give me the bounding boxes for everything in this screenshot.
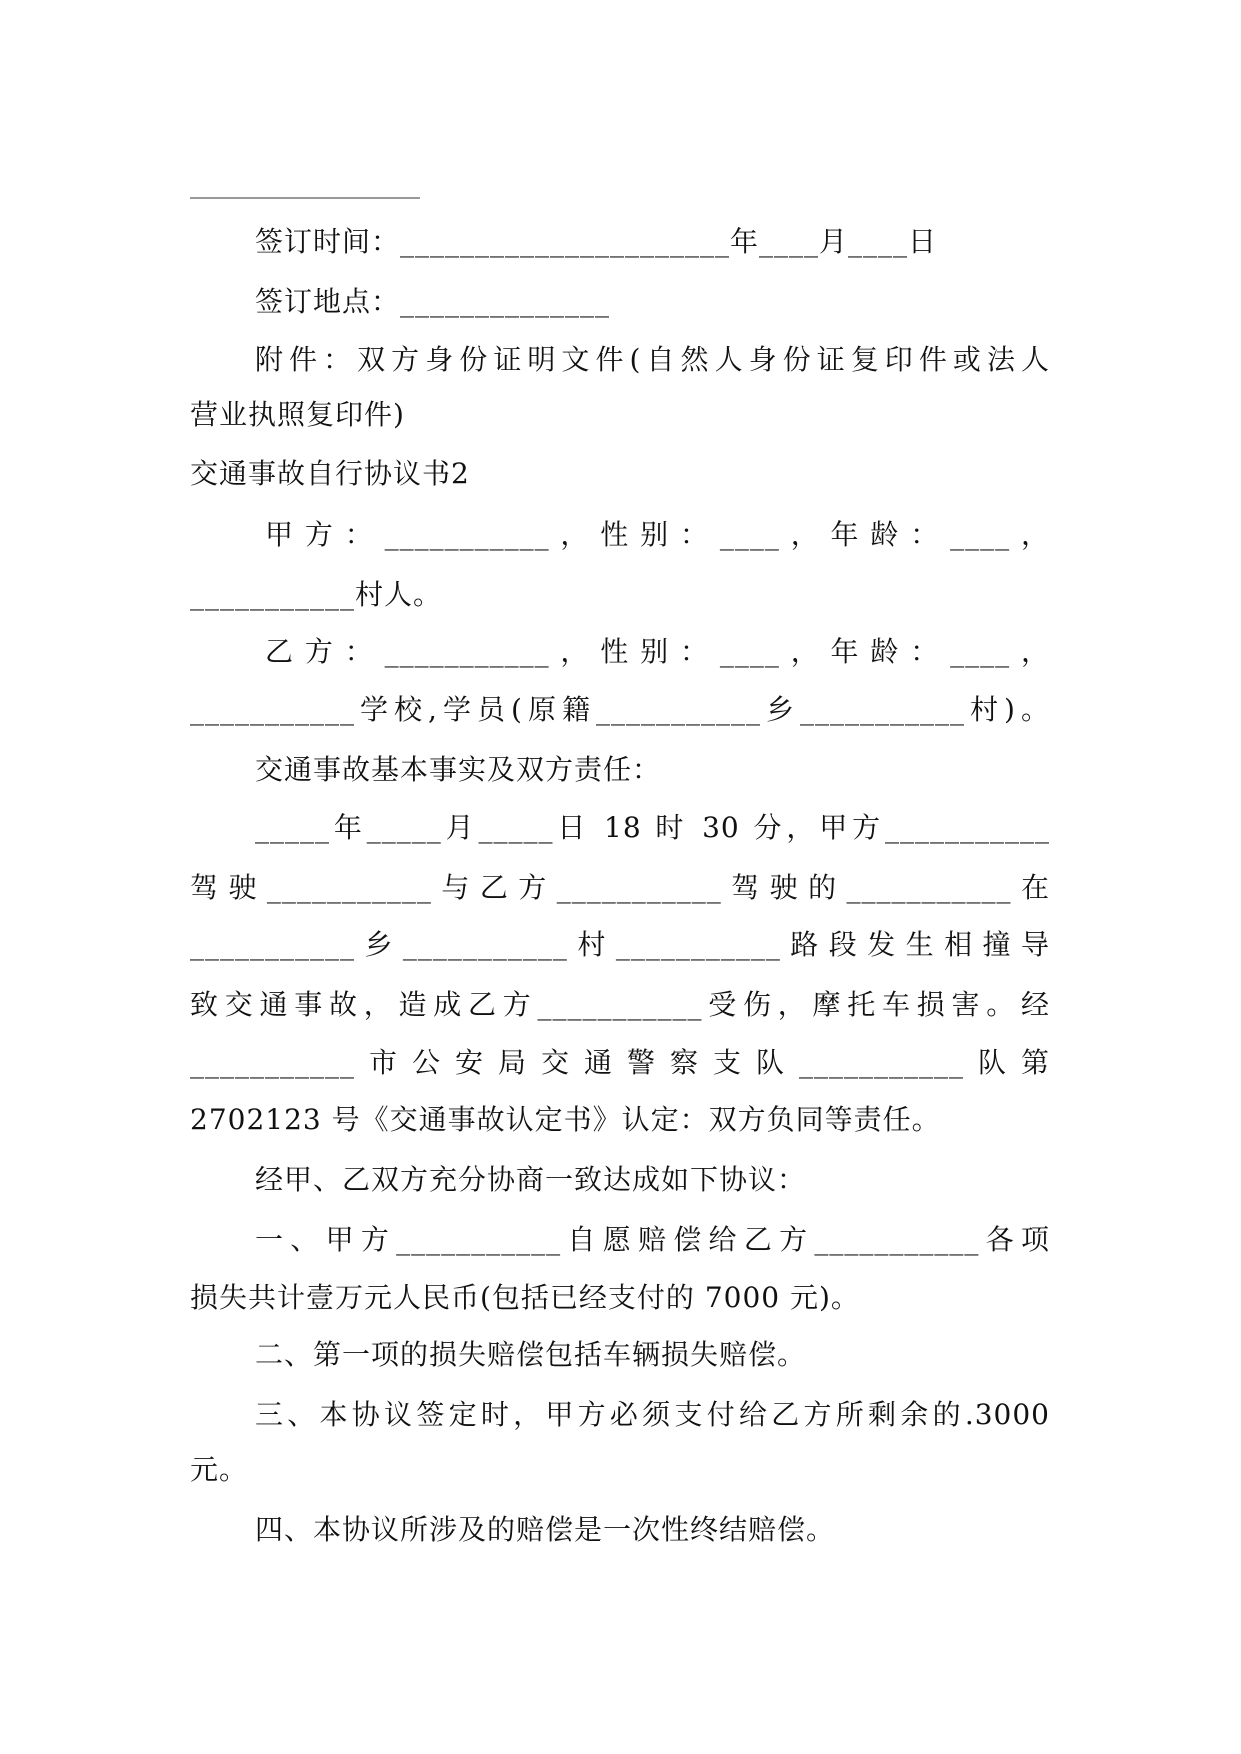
party-b-line-cont: ___________学校,学员(原籍___________乡___________村)。 bbox=[190, 693, 1050, 726]
agreement-intro: 经甲、乙双方充分协商一致达成如下协议： bbox=[255, 1163, 807, 1196]
clause-3: 三、本协议签定时，甲方必须支付给乙方所剩余的.3000 bbox=[255, 1398, 1050, 1431]
clause-3-cont: 元。 bbox=[190, 1453, 249, 1486]
facts-paragraph-line: ___________市公安局交通警察支队___________队第 bbox=[190, 1046, 1050, 1079]
party-b-line: 乙方：___________，性别：____，年龄：____， bbox=[265, 635, 1050, 668]
attachment-line: 附件：双方身份证明文件(自然人身份证复印件或法人 bbox=[255, 343, 1050, 376]
attachment-line-cont: 营业执照复印件) bbox=[190, 398, 405, 431]
clause-1-cont: 损失共计壹万元人民币(包括已经支付的 7000 元)。 bbox=[190, 1281, 860, 1314]
document-title: 交通事故自行协议书2 bbox=[190, 457, 470, 490]
signing-place-line: 签订地点：______________ bbox=[255, 285, 611, 318]
clause-4: 四、本协议所涉及的赔偿是一次性终结赔偿。 bbox=[255, 1513, 836, 1546]
facts-paragraph-line: 驾驶___________与乙方___________驾驶的___________在 bbox=[190, 871, 1050, 904]
signing-date-line: 签订时间：______________________年____月____日 bbox=[255, 225, 938, 258]
facts-paragraph-line: _____年_____月_____日 18 时 30 分，甲方___________ bbox=[255, 811, 1050, 844]
clause-2: 二、第一项的损失赔偿包括车辆损失赔偿。 bbox=[255, 1338, 807, 1371]
party-a-line: 甲方：___________，性别：____，年龄：____， bbox=[265, 518, 1050, 551]
facts-paragraph-line: 2702123 号《交通事故认定书》认定：双方负同等责任。 bbox=[190, 1103, 941, 1136]
party-a-line-cont: ___________村人。 bbox=[190, 578, 443, 611]
signature-blank-line bbox=[190, 197, 420, 199]
section-heading-facts: 交通事故基本事实及双方责任： bbox=[255, 753, 662, 786]
facts-paragraph-line: 致交通事故，造成乙方___________受伤，摩托车损害。经 bbox=[190, 988, 1050, 1021]
facts-paragraph-line: ___________乡___________村___________路段发生相撞导 bbox=[190, 928, 1050, 961]
clause-1: 一、甲方___________自愿赔偿给乙方___________各项 bbox=[255, 1223, 1050, 1256]
